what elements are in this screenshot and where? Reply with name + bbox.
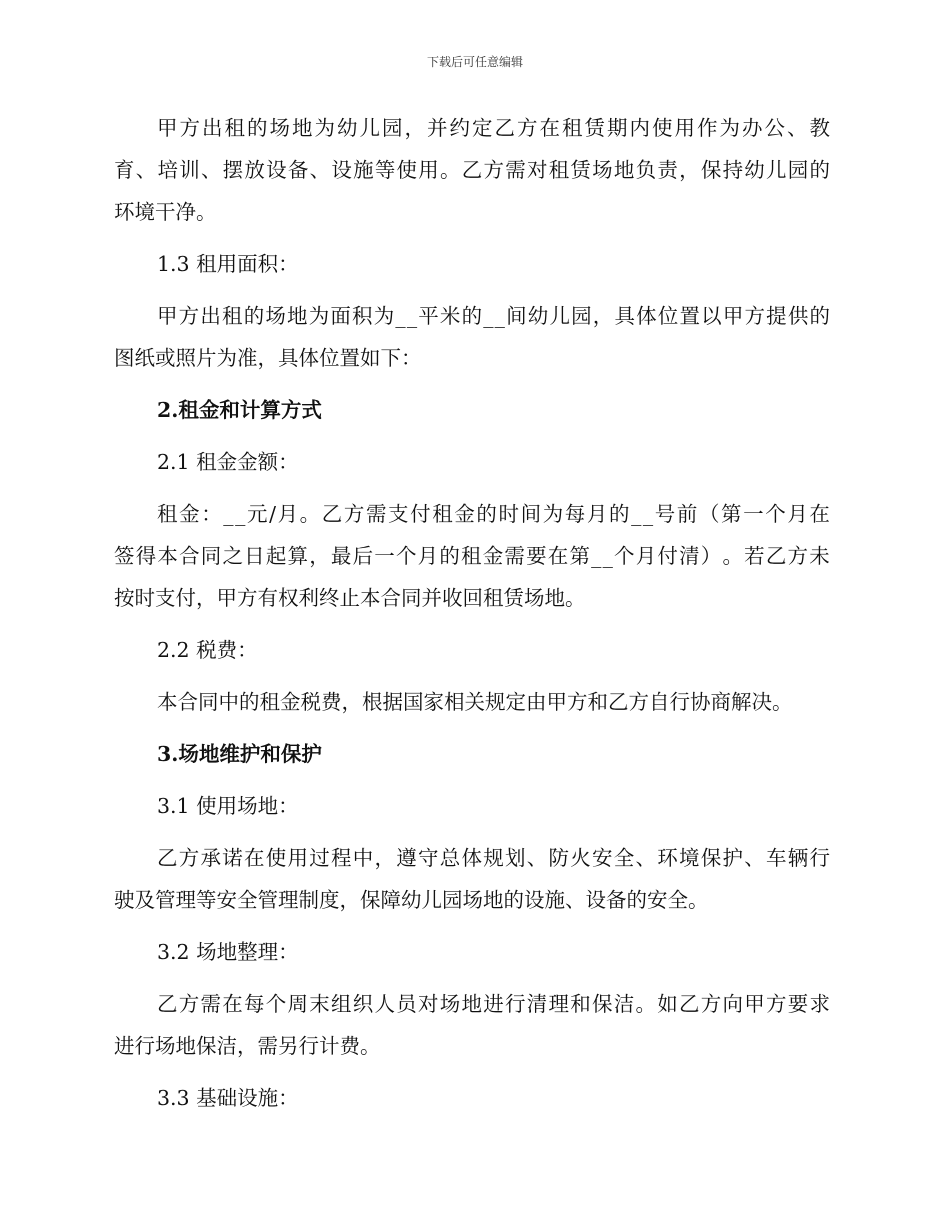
paragraph-line: 本合同中的租金税费，根据国家相关规定由甲方和乙方自行协商解决。 bbox=[157, 690, 793, 714]
subsection-heading: 3.3 基础设施： bbox=[157, 1086, 299, 1110]
subsection-heading: 2.2 税费： bbox=[157, 638, 258, 662]
paragraph-line: 进行场地保洁，需另行计费。 bbox=[114, 1034, 381, 1058]
section-heading: 2.租金和计算方式 bbox=[157, 398, 322, 422]
subsection-heading: 2.1 租金金额： bbox=[157, 450, 299, 474]
paragraph-line: 乙 方 需 在 每 个 周 末 组 织 人 员 对 场 地 进 行 清 理 和 保 洁 。 如 乙 方 向 甲 方 要 求 bbox=[157, 992, 830, 1016]
paragraph-line: 甲 方 出 租 的 场 地 为 幼 儿 园 ， 并 约 定 乙 方 在 租 赁 期 内 使 用 作 为 办 公 、 教 bbox=[157, 116, 830, 140]
paragraph-line: 图纸或照片为准，具体位置如下： bbox=[114, 346, 422, 370]
paragraph-line: 育 、 培 训 、 摆 放 设 备 、 设 施 等 使 用 。 乙 方 需 对 租 赁 场 地 负 责 ， 保 持 幼 儿 园 的 bbox=[114, 158, 830, 182]
section-heading: 3.场地维护和保护 bbox=[157, 742, 322, 766]
subsection-heading: 3.1 使用场地： bbox=[157, 794, 299, 818]
paragraph-line: 租 金 ： _ _ 元 / 月 。 乙 方 需 支 付 租 金 的 时 间 为 每 月 的 _ _ 号 前 （ 第 一 个 月 在 bbox=[157, 502, 830, 526]
subsection-heading: 3.2 场地整理： bbox=[157, 940, 299, 964]
paragraph-line: 驶及管理等安全管理制度，保障幼儿园场地的设施、设备的安全。 bbox=[114, 888, 709, 912]
paragraph-line: 按时支付，甲方有权利终止本合同并收回租赁场地。 bbox=[114, 586, 586, 610]
page-header: 下载后可任意编辑 bbox=[426, 55, 523, 69]
paragraph-line: 签 得 本 合 同 之 日 起 算 ， 最 后 一 个 月 的 租 金 需 要 在 第 _ _ 个 月 付 清 ） 。 若 乙 方 未 bbox=[114, 544, 830, 568]
subsection-heading: 1.3 租用面积： bbox=[157, 252, 299, 276]
paragraph-line: 乙 方 承 诺 在 使 用 过 程 中 ， 遵 守 总 体 规 划 、 防 火 安 全 、 环 境 保 护 、 车 辆 行 bbox=[157, 846, 830, 870]
paragraph-line: 环境干净。 bbox=[114, 200, 217, 224]
paragraph-line: 甲 方 出 租 的 场 地 为 面 积 为 _ _ 平 米 的 _ _ 间 幼 儿 园 ， 具 体 位 置 以 甲 方 提 供 的 bbox=[157, 304, 830, 328]
